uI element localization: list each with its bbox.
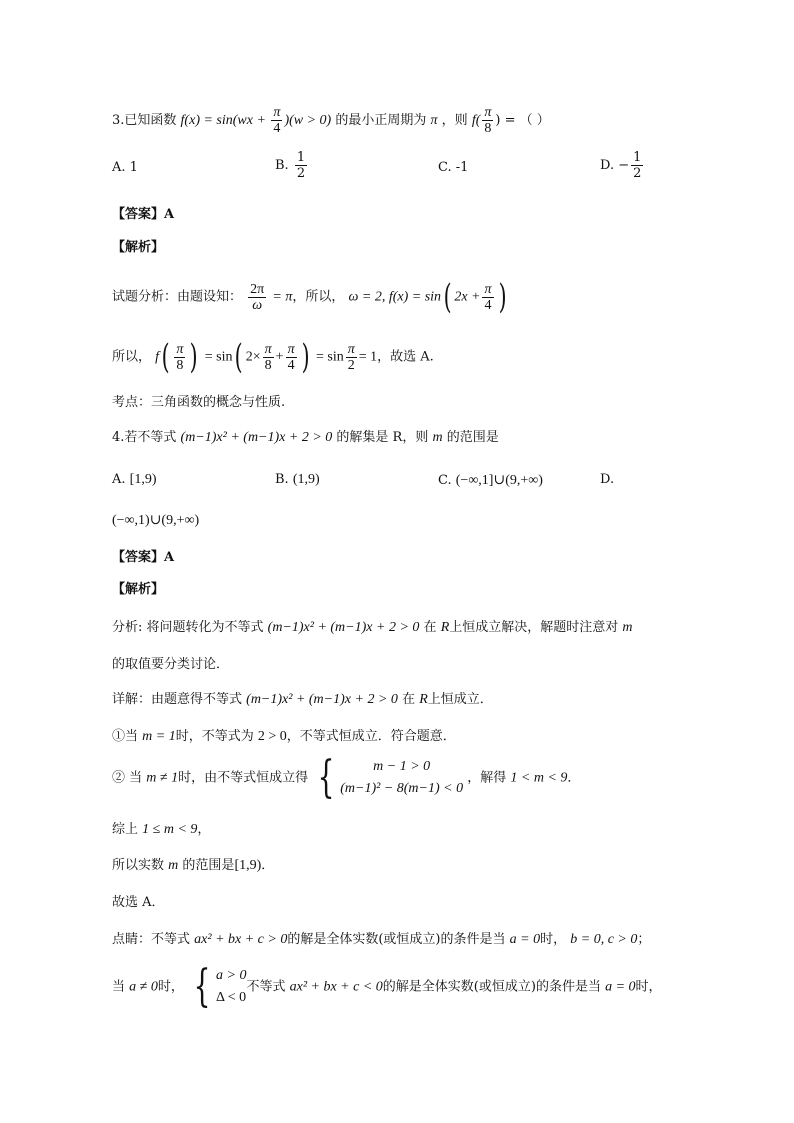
q4-range-m: m [168,858,179,873]
q4-range-prefix: 所以实数 [112,858,165,873]
q3-sol2-eq1: = sin [204,349,233,365]
q3-sol1-mid: ，所以， [292,289,345,305]
q4-option-d-label: D. [600,472,615,487]
q4-dianjing-time: 时， [540,932,567,947]
q3-ask: f( [471,113,481,128]
q3-then: ，则 [441,113,468,128]
q4-fenxi-prefix: 分析: 将问题转化为不等式 [112,620,264,635]
q4-case1-cond: m = 1 [142,729,176,744]
q3-analysis-title: 【解析】 [112,240,165,255]
q4-zong-prefix: 综上 [112,822,139,837]
q3-option-a: A. 1 [112,160,138,175]
q3-frac-pi4: $\frac{\pi}{4}$ [273,105,281,136]
q4-option-c-value: (−∞,1]∪(9,+∞) [455,473,543,488]
q4-stem [112,428,499,448]
q3-mid: 的最小正周期为 [335,113,427,128]
q4-last-prefix: 当 [112,979,126,995]
q3-func: f(x) = sin(wx + [180,113,270,128]
q4-dianjing-cond: b = 0, c > 0 [570,932,638,947]
q3-option-b-frac: $\frac{1}{2}$ [296,150,306,181]
q3-sol2-frac-p8b: $\frac{\pi}{8}$ [264,341,272,373]
q4-xiangjie-prefix: 详解：由题意得不等式 [112,692,243,707]
q4-guxuan: 故选 A． [112,895,165,910]
q4-xiangjie [112,690,493,710]
q3-option-d-label: D. [600,158,615,173]
q3-option-d-frac: $\frac{1}{2}$ [633,150,642,181]
q3-end: ) = （ ） [495,113,550,128]
q3-sol1-omega: ω = 2, f(x) = sin [348,289,442,305]
q4-range [112,856,274,876]
q3-sol1-eq: = π [272,289,293,305]
q4-zongshang [112,820,210,840]
q3-stem [112,105,550,136]
q4-range-mid: 的范围是 [182,858,235,873]
q4-option-a-value: [1,9) [129,472,157,487]
q4-case2-prefix: ② 当 [112,770,143,786]
q4-case1-ineq: 2 > 0 [257,729,287,744]
q4-dianjing-a0: a = 0 [509,932,541,947]
q3-sol1-prefix: 试题分析：由题设知： [112,289,243,305]
q3-sol2-eq3: = 1 [358,349,378,365]
q3-option-d [600,150,645,181]
q4-stem-end: 的范围是 [446,430,499,445]
q3-sol2-eq2: = sin [315,349,344,365]
q4-dianjing-end: ； [637,932,651,947]
q4-stem-m: m [432,430,443,445]
q4-fenxi-m: m [622,620,633,635]
q4-option-b [275,472,320,488]
q4-case1-prefix: ①当 [112,729,139,744]
q4-fenxi [112,618,633,638]
q3-sol1-frac: $\frac{2\pi}{\omega}$ [250,281,265,313]
q4-option-c [438,472,543,489]
q4-xiangjie-end: 上恒成立． [427,692,493,707]
q4-fenxi-cont: 的取值要分类讨论． [112,657,230,672]
q4-analysis-title: 【解析】 [112,582,165,597]
q4-option-b-value: (1,9) [292,472,320,487]
q4-option-b-label: B. [275,472,289,487]
q4-last-system: { a > 0 Δ < 0 [193,961,247,1012]
q4-fenxi-end: 上恒成立解决，解题时注意对 [449,620,619,635]
q3-pi: π [430,113,438,128]
q4-last-row1: a > 0 [216,968,247,983]
q4-case2-row1: m − 1 > 0 [373,759,431,774]
q4-last-end: 时， [635,979,662,995]
q3-option-c: C. -1 [438,160,469,175]
q3-sol2-end: ，故选 A. [377,349,434,365]
q4-answer: 【答案】A [112,550,175,565]
q4-option-d-value: (−∞,1)∪(9,+∞) [112,513,200,528]
q4-option-a [112,472,157,488]
q4-dianjing-mid: 的解是全体实数(或恒成立)的条件是当 [287,932,506,947]
q4-stem-prefix: 4.若不等式 [112,430,177,445]
q4-xiangjie-ineq: (m−1)x² + (m−1)x + 2 > 0 [246,692,398,707]
q4-fenxi-r: R [440,620,450,635]
q3-sol1-inner: 2x + [454,289,481,305]
q4-zong-end: ， [197,822,211,837]
q3-answer: 【答案】A [112,207,175,222]
q4-dianjing-prefix: 点睛：不等式 [112,932,191,947]
q3-sol2-frac-p4: $\frac{\pi}{4}$ [287,341,295,373]
q4-case2-mid: 时，由不等式恒成立得 [178,770,309,786]
q3-sol2-plus: + [275,349,284,365]
q4-last-mid: 不等式 [246,979,286,995]
q3-sol2-frac-p8: $\frac{\pi}{8}$ [176,341,184,373]
q3-stem-prefix: 3.已知函数 [112,113,177,128]
q4-xiangjie-r: R [419,692,428,707]
q4-fenxi-mid: 在 [423,620,437,635]
q4-option-c-label: C. [438,473,452,488]
q4-option-a-label: A. [112,472,126,487]
q3-solution-2: 所以， f( $\frac{\pi}{8}$ ) = sin( 2× $\frac{\pi}{8}$ + $\frac{\pi}{4}$ ) = sin $\frac{\pi}{2}$ = 1，故选 A. [112,337,434,377]
q4-xiangjie-mid: 在 [402,692,416,707]
q4-last-a0: a = 0 [605,979,636,995]
q4-case2-end1: ，解得 [467,770,507,786]
q4-case2-row2: (m−1)² − 8(m−1) < 0 [340,781,464,796]
q4-case2 [112,752,581,803]
q4-range-val: [1,9) [234,858,262,873]
q4-last-row2: Δ < 0 [216,990,247,1005]
q4-case1-end: ，不等式恒成立．符合题意． [286,729,456,744]
q3-sol2-inner: 2× [245,349,261,365]
q3-frac-pi8: $\frac{\pi}{8}$ [484,105,492,136]
q3-sol2-prefix: 所以， [112,349,152,365]
q4-last-time: 时， [157,979,184,995]
q4-last-mid2: 的解是全体实数(或恒成立)的条件是当 [382,979,601,995]
q4-last-ineq: ax² + bx + c < 0 [289,979,383,995]
q4-fenxi-ineq: (m−1)x² + (m−1)x + 2 > 0 [267,620,420,635]
q4-case2-end2: ． [567,770,581,786]
q4-stem-ineq: (m−1)x² + (m−1)x + 2 > 0 [180,430,333,445]
q4-dianjing [112,930,650,950]
q3-option-b-label: B. [275,158,289,173]
q3-sol2-frac-p2: $\frac{\pi}{2}$ [347,341,355,373]
q4-case2-cond: m ≠ 1 [146,770,179,786]
q4-dianjing-ineq: ax² + bx + c > 0 [194,932,288,947]
q3-solution-1: 试题分析：由题设知： $\frac{2\pi}{\omega}$ = π，所以， ω = 2, f(x) = sin( 2x + $\frac{\pi}{4}$ ) [112,277,507,317]
q4-case2-res: 1 < m < 9 [510,770,568,786]
q4-case2-system: { m − 1 > 0 (m−1)² − 8(m−1) < 0 [317,752,464,803]
q3-option-d-sign: − [618,158,630,173]
q4-stem-mid: 的解集是 R，则 [336,430,429,445]
q3-sol2-f: f [155,349,160,365]
q4-last-a: a ≠ 0 [129,979,158,995]
q3-cond: )(w > 0) [284,113,332,128]
q4-last [112,961,662,1012]
q4-zong-res: 1 ≤ m < 9 [142,822,198,837]
q4-case1-mid: 时，不等式为 [175,729,254,744]
q3-option-b [275,150,309,181]
q4-range-end: ． [261,858,275,873]
q3-sol1-frac2: $\frac{\pi}{4}$ [484,281,492,313]
q4-case1 [112,727,456,747]
q3-kaodian: 考点：三角函数的概念与性质. [112,395,286,410]
